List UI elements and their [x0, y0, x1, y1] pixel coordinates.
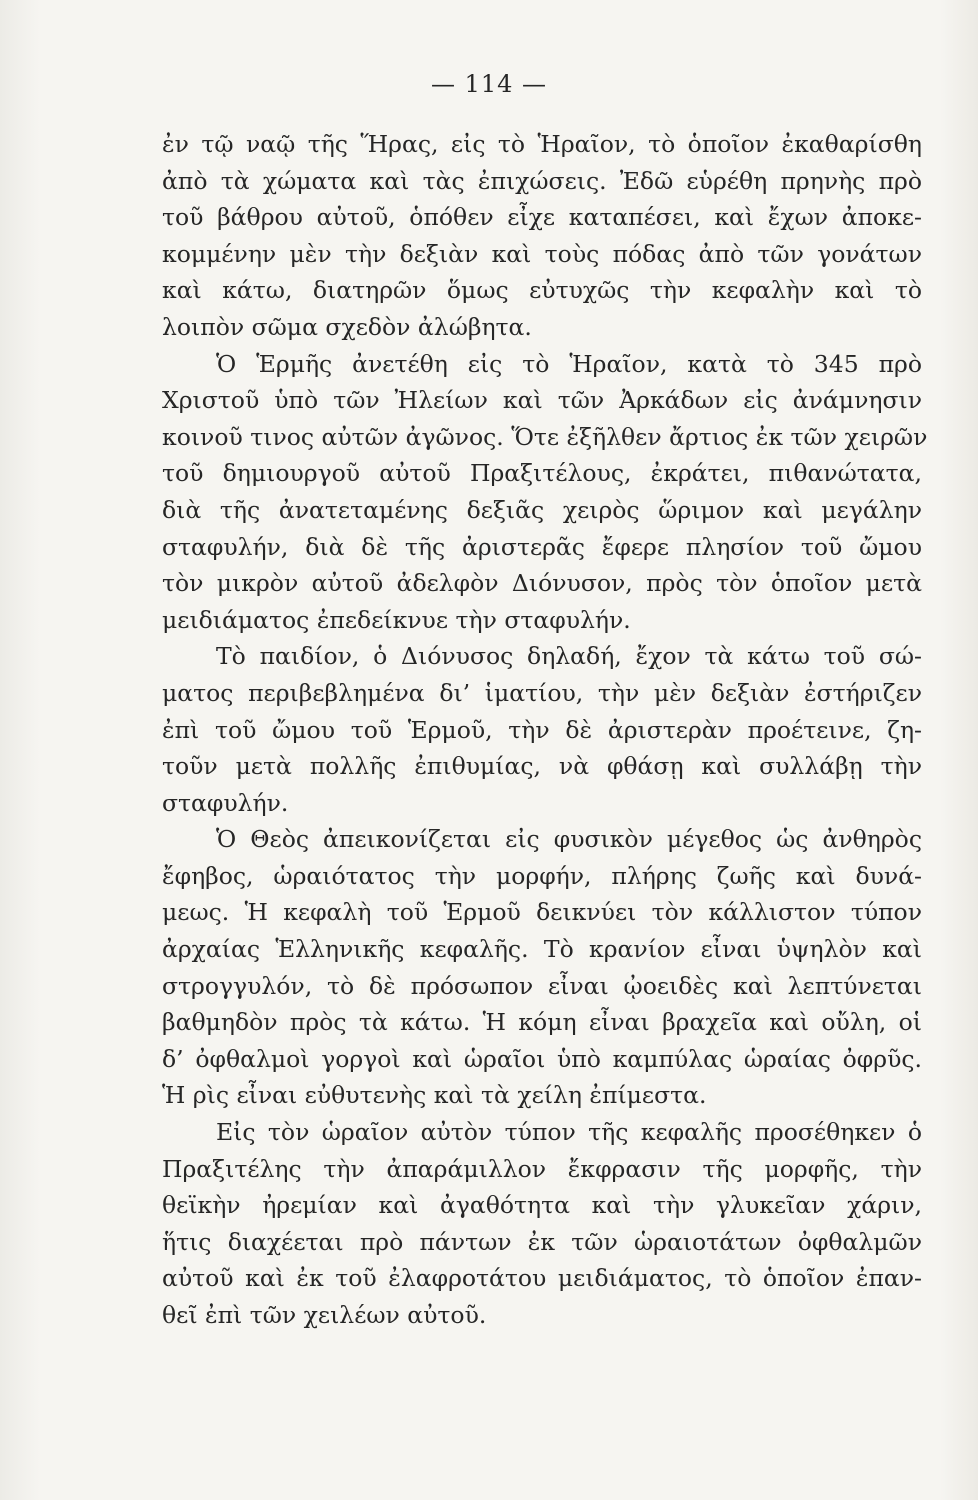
- text-line: Χριστοῦ ὑπὸ τῶν Ἠλείων καὶ τῶν Ἀρκάδων εἰς ἀνάμνησιν: [162, 386, 922, 415]
- body-text: [162, 126, 928, 1334]
- text-line: μεως. Ἡ κεφαλὴ τοῦ Ἑρμοῦ δεικνύει τὸν κάλλιστον τύπον: [162, 898, 922, 927]
- text-line: μειδιάματος ἐπεδείκνυε τὴν σταφυλήν.: [162, 605, 631, 634]
- text-line: αὐτοῦ καὶ ἐκ τοῦ ἐλαφροτάτου μειδιάματος, τὸ ὁποῖον ἐπαν-: [162, 1264, 922, 1293]
- text-line: θεῖ ἐπὶ τῶν χειλέων αὐτοῦ.: [162, 1301, 487, 1329]
- text-line: σταφυλήν, διὰ δὲ τῆς ἀριστερᾶς ἔφερε πλησίον τοῦ ὤμου: [162, 532, 922, 561]
- text-line: ἥτις διαχέεται πρὸ πάντων ἐκ τῶν ὡραιοτάτων ὀφθαλμῶν: [162, 1227, 922, 1256]
- text-line: ἔφηβος, ὡραιότατος τὴν μορφήν, πλήρης ζωῆς καὶ δυνά-: [162, 861, 922, 890]
- text-line: κομμένην μὲν τὴν δεξιὰν καὶ τοὺς πόδας ἀπὸ τῶν γονάτων: [162, 239, 922, 268]
- text-line: κοινοῦ τινος αὐτῶν ἀγῶνος. Ὅτε ἐξῆλθεν ἄρτιος ἐκ τῶν χειρῶν: [162, 422, 928, 451]
- text-line: τοῦ βάθρου αὐτοῦ, ὁπόθεν εἶχε καταπέσει, καὶ ἔχων ἀποκε-: [162, 203, 922, 232]
- text-line: ἀπὸ τὰ χώματα καὶ τὰς ἐπιχώσεις. Ἐδῶ εὑρέθη πρηνὴς πρὸ: [162, 166, 922, 195]
- text-line: σταφυλήν.: [162, 788, 289, 817]
- text-line: Πραξιτέλης τὴν ἀπαράμιλλον ἔκφρασιν τῆς μορφῆς, τὴν: [162, 1154, 922, 1183]
- text-line: ματος περιβεβλημένα δι’ ἱματίου, τὴν μὲν δεξιὰν ἐστήριζεν: [162, 678, 922, 707]
- text-line: διὰ τῆς ἀνατεταμένης δεξιᾶς χειρὸς ὥριμον καὶ μεγάλην: [162, 495, 922, 524]
- text-line: Ἡ ρὶς εἶναι εὐθυτενὴς καὶ τὰ χείλη ἐπίμεστα.: [162, 1081, 707, 1110]
- text-line: τοῦ δημιουργοῦ αὐτοῦ Πραξιτέλους, ἐκράτει, πιθανώτατα,: [162, 459, 922, 488]
- text-line: ἐπὶ τοῦ ὤμου τοῦ Ἑρμοῦ, τὴν δὲ ἀριστερὰν προέτεινε, ζη-: [162, 715, 922, 744]
- text-line: ἀρχαίας Ἑλληνικῆς κεφαλῆς. Τὸ κρανίον εἶναι ὑψηλὸν καὶ: [162, 935, 922, 964]
- text-line: τὸν μικρὸν αὐτοῦ ἀδελφὸν Διόνυσον, πρὸς τὸν ὁποῖον μετὰ: [162, 569, 922, 598]
- text-line: τοῦν μετὰ πολλῆς ἐπιθυμίας, νὰ φθάσῃ καὶ συλλάβῃ τὴν: [162, 752, 922, 781]
- page-number: — 114 —: [430, 70, 548, 98]
- text-line: ἐν τῷ ναῷ τῆς Ἥρας, εἰς τὸ Ἡραῖον, τὸ ὁποῖον ἐκαθαρίσθη: [162, 130, 922, 158]
- text-line: καὶ κάτω, διατηρῶν ὅμως εὐτυχῶς τὴν κεφαλὴν καὶ τὸ: [162, 276, 922, 305]
- text-line: στρογγυλόν, τὸ δὲ πρόσωπον εἶναι ᾠοειδὲς καὶ λεπτύνεται: [162, 971, 922, 1000]
- text-line: βαθμηδὸν πρὸς τὰ κάτω. Ἡ κόμη εἶναι βραχεῖα καὶ οὔλη, οἱ: [162, 1008, 922, 1037]
- text-line: Εἰς τὸν ὡραῖον αὐτὸν τύπον τῆς κεφαλῆς προσέθηκεν ὁ: [216, 1118, 922, 1147]
- text-line: λοιπὸν σῶμα σχεδὸν ἀλώβητα.: [162, 312, 532, 341]
- text-line: Ὁ Ἑρμῆς ἀνετέθη εἰς τὸ Ἡραῖον, κατὰ τὸ 345 πρὸ: [216, 349, 922, 378]
- text-line: Ὁ Θεὸς ἀπεικονίζεται εἰς φυσικὸν μέγεθος ὡς ἀνθηρὸς: [216, 825, 922, 854]
- text-line: θεϊκὴν ἠρεμίαν καὶ ἀγαθότητα καὶ τὴν γλυκεῖαν χάριν,: [162, 1191, 922, 1220]
- text-line: δ’ ὀφθαλμοὶ γοργοὶ καὶ ὡραῖοι ὑπὸ καμπύλας ὡραίας ὀφρῦς.: [162, 1044, 922, 1073]
- text-line: Τὸ παιδίον, ὁ Διόνυσος δηλαδή, ἔχον τὰ κάτω τοῦ σώ-: [216, 642, 922, 671]
